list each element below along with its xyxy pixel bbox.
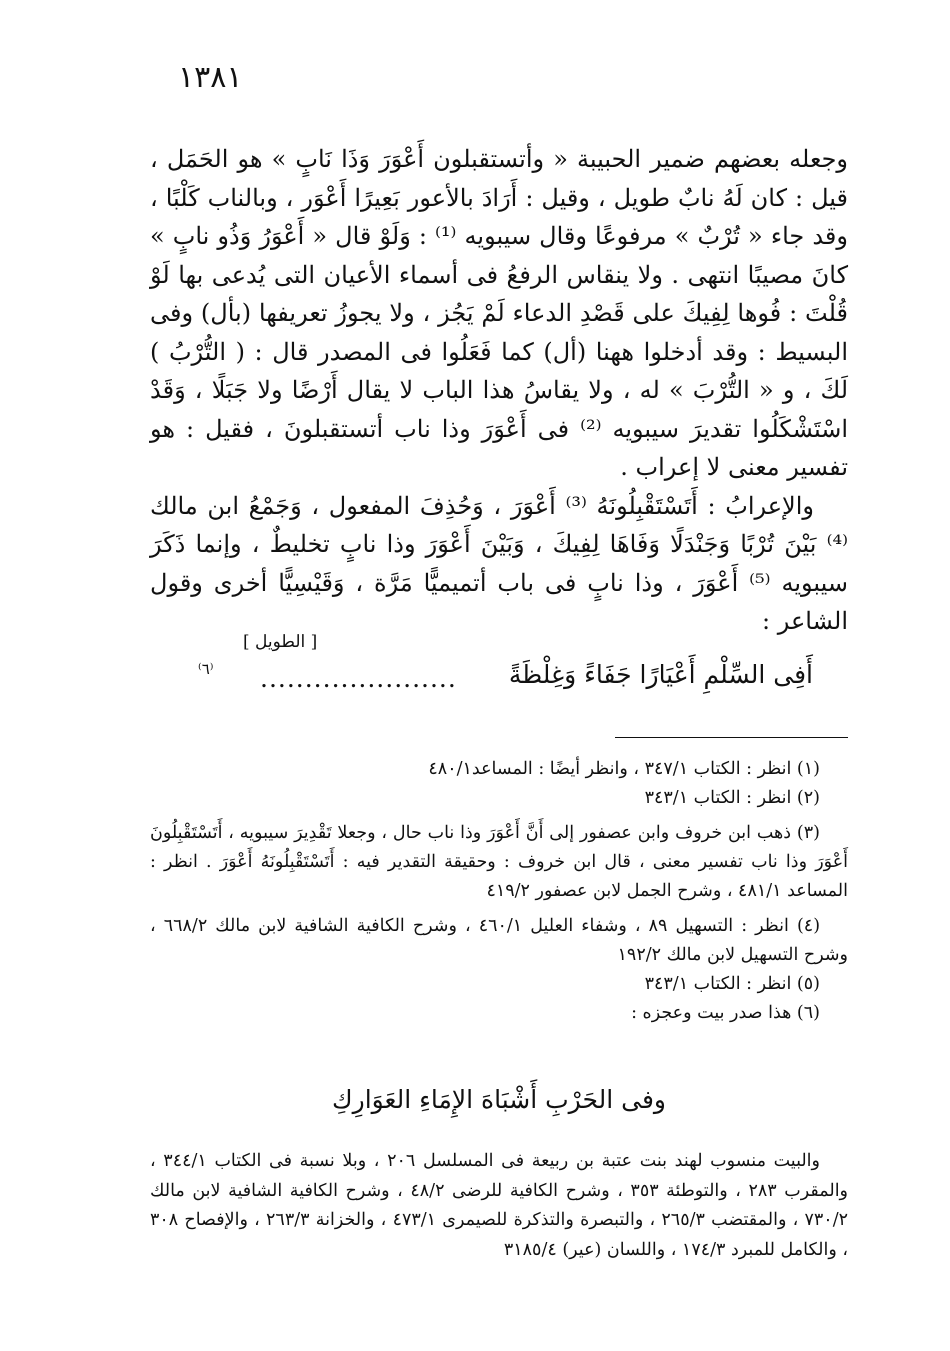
footnote-1: (١) انظر : الكتاب ٣٤٧/١ ، وانظر أيضًا : المساعد٤٨٠/١	[428, 759, 820, 779]
verse-source-note	[150, 1147, 848, 1265]
footnote-separator	[615, 737, 848, 738]
footnote-3: (٣) ذهب ابن خروف وابن عصفور إلى أَنَّ أَعْوَرَ وذا ناب حال ، وجعلا تَقْدِيرَ سيبويه ، أَتَسْتَقْبِلُونَ أَعْوَرَ وذا ناب تفسير معنى ، قال ابن خروف : وحقيقة التقدير فيه : أَتَسْتَقْبِلُونَهُ أَعْوَرَ . انظر : المساعد ٤٨١/١ ، وشرح الجمل لابن عصفور ٤١٩/٢	[150, 823, 848, 901]
poetic-meter-label: [ الطويل ]	[243, 632, 318, 652]
main-paragraph-2: والإعرابُ : أَتَسْتَقْبِلُونَهُ ⁽³⁾ أَعْوَرَ ، وَحُذِفَ المفعول ، وَجَمْعُ ابن مالك ⁽⁴⁾ بَيْنَ تُرْبًا وَجَنْدَلًا وَفَاهَا لِفِيكَ ، وَبَيْنَ أَعْوَرَ وذا نابٍ تخليطٌ ، وإنما ذَكَرَ سيبويه ⁽⁵⁾ أَعْوَرَ ، وذا نابٍ فى باب أتميميًّا مَرَّة ، وَقَيْسِيًّا أخرى وقول الشاعر :	[150, 491, 848, 635]
source-note-text: والبيت منسوب لهند بنت عتبة بن ربيعة فى المسلسل ٢٠٦ ، وبلا نسبة فى الكتاب ٣٤٤/١ ، والمقرب ٢٨٣ ، والتوطئة ٣٥٣ ، وشرح الكافية للرضى ٤٨/٢ ، وشرح الكافية الشافية لابن مالك ٧٣٠/٢ ، والمقتضب ٢٦٥/٣ ، والتبصرة والتذكرة للصيمرى ٤٧٣/١ ، والخزانة ٢٦٣/٣ ، والإفصاح ٣٠٨ ، والكامل للمبرد ١٧٤/٣ ، واللسان (عير) ٣١٨٥/٤	[150, 1151, 849, 1260]
footnotes	[150, 755, 848, 1028]
footnote-5: (٥) انظر : الكتاب ٣٤٣/١	[644, 974, 820, 994]
verse-hemistich: أَفِى السِّلْمِ أَعْيَارًا جَفَاءً وَغِلْظَةً	[508, 660, 813, 689]
verse-line	[198, 660, 813, 700]
main-text	[150, 140, 848, 641]
page-number: ١٣٨١	[178, 60, 243, 95]
footnote-4: (٤) انظر : التسهيل ٨٩ ، وشفاء العليل ٤٦٠/١ ، وشرح الكافية الشافية لابن مالك ٦٦٨/٢ ، وشرح التسهيل لابن مالك ١٩٢/٢	[150, 916, 848, 965]
footnote-6: (٦) هذا صدر بيت وعجزه :	[631, 1003, 820, 1023]
verse-completion: وفى الحَرْبِ أَشْبَاهَ الإِمَاءِ العَوَارِكِ	[332, 1085, 666, 1114]
main-paragraph-1: وجعله بعضهم ضمير الحبيبة « وأتستقبلون أَعْوَرَ وَذَا نَابٍ » هو الحَمَل ، قيل : كان لَهُ نابٌ طويل ، وقيل : أَرَادَ بالأعور بَعِيرًا أَعْوَر ، وبالناب كَلْبًا ، وقد جاء « تُرْبٌ » مرفوعًا وقال سيبويه ⁽¹⁾ : وَلَوْ قال « أَعْوَرُ وَذُو نابٍ » كانَ مصيبًا انتهى . ولا ينقاس الرفعُ فى أسماء الأعيان التى يُدعى بها لَوْ قُلْتَ : فُوها لِفِيكَ على قَصْدِ الدعاء لَمْ يَجُز ، ولا يجوزُ تعريفها (بأل) وفى البسيط : وقد أدخلوا ههنا (أل) كما فَعَلُوا فى المصدر قال : ( التُّرْبُ ) لَكَ ، و « التُّرْبَ » له ، ولا يقاسُ هذا الباب لا يقال أَرْضًا ولا جَبَلًا ، وَقَدْ اسْتَشْكَلُوا تقديرَ سيبويه ⁽²⁾ فى أَعْوَرَ وذا ناب أتستقبلونَ ، فقيل : هو تفسير معنى لا إعراب .	[150, 145, 849, 481]
verse-footnote-mark: ⁽٦⁾	[198, 660, 214, 678]
verse-ellipsis: ......................	[260, 664, 457, 693]
footnote-2: (٢) انظر : الكتاب ٣٤٣/١	[644, 788, 820, 808]
